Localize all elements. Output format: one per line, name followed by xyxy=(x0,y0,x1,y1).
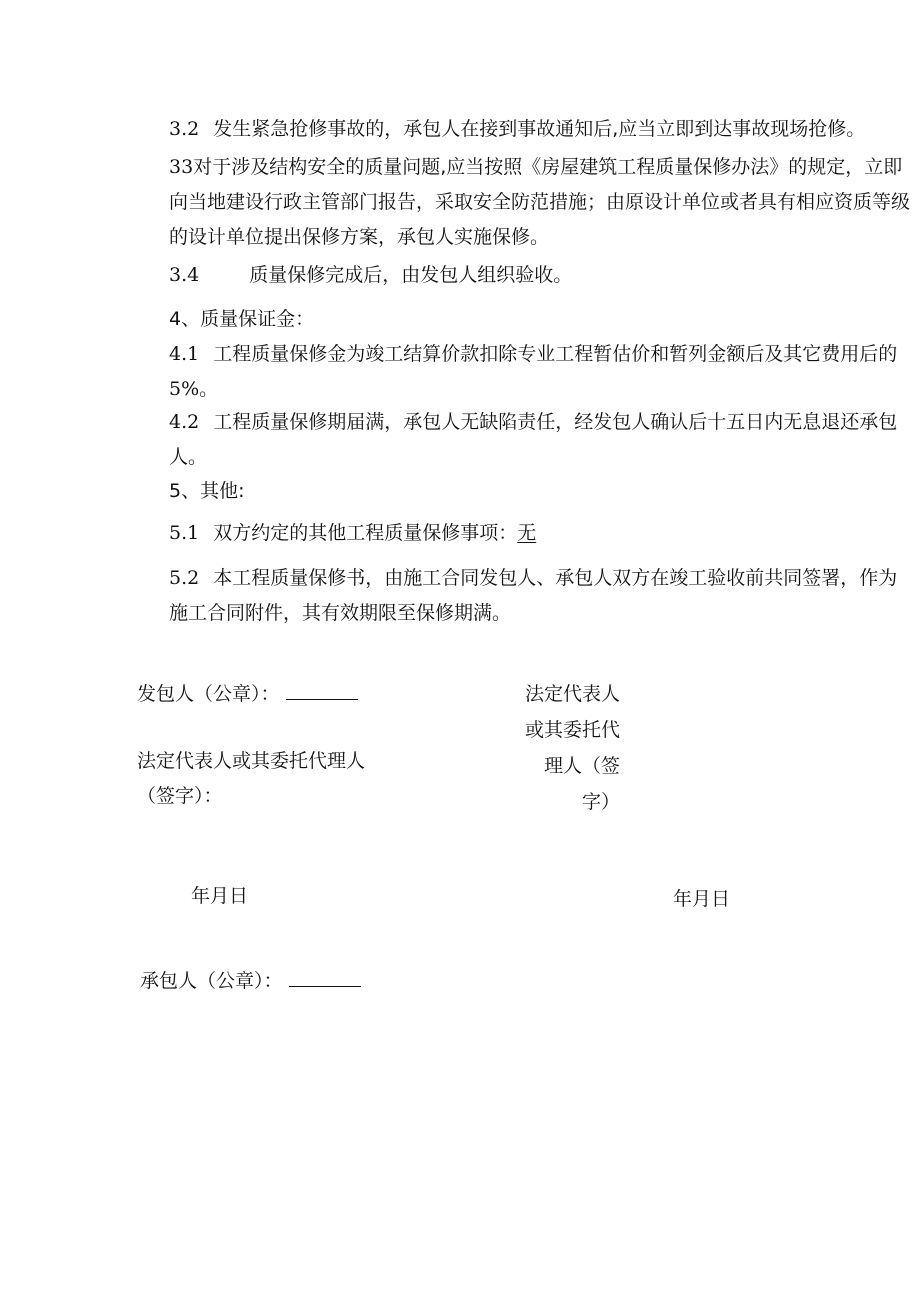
clause-4-2 xyxy=(137,405,914,475)
right-rep-line: 字） xyxy=(581,791,620,813)
clause-3-4 xyxy=(137,258,914,293)
right-rep-block xyxy=(500,676,620,820)
clause-end: 。 xyxy=(199,378,219,400)
clause-5-1 xyxy=(137,516,914,551)
clause-3-3 xyxy=(137,150,914,255)
clause-number: 4.2 xyxy=(169,411,200,433)
date-right: 年月日 xyxy=(673,888,731,910)
clause-text: 双方约定的其他工程质量保修事项： xyxy=(213,522,518,544)
section-4-heading xyxy=(137,302,914,337)
employer-rep-label: 法定代表人或其委托代理人 xyxy=(137,750,366,772)
contractor-seal-line xyxy=(140,964,361,999)
clause-number: 3.2 xyxy=(169,118,200,140)
employer-sign-label: （签字）： xyxy=(137,785,223,807)
clause-number: 5.1 xyxy=(169,522,200,544)
right-rep-line: 或其委托代 xyxy=(524,719,620,741)
employer-seal-blank[interactable] xyxy=(286,681,358,700)
clause-number: 3.4 xyxy=(169,264,200,286)
clause-text: 发生紧急抢修事故的，承包人在接到事故通知后,应当立即到达事故现场抢修。 xyxy=(213,118,866,140)
right-rep-line: 法定代表人 xyxy=(524,683,620,705)
clause-number: 5.2 xyxy=(169,567,200,589)
clause-text: 工程质量保修金为竣工结算价款扣除专业工程暂估价和暂列金额后及其它费用后的 xyxy=(213,343,898,365)
employer-seal-line xyxy=(137,677,358,712)
clause-text: 质量保修完成后，由发包人组织验收。 xyxy=(249,264,573,286)
section-5-heading xyxy=(137,474,914,509)
section-heading: 4、质量保证金： xyxy=(169,308,315,330)
clause-text: 工程质量保修期届满，承包人无缺陷责任，经发包人确认后十五日内无息退还承包人。 xyxy=(169,411,898,468)
clause-number: 33 xyxy=(169,156,194,178)
section-heading: 5、其他: xyxy=(169,480,245,502)
clause-text: 本工程质量保修书，由施工合同发包人、承包人双方在竣工验收前共同签署，作为施工合同附件，其有效期限至保修期满。 xyxy=(169,567,898,624)
right-rep-line: 理人（签 xyxy=(543,755,620,777)
clause-text: 对于涉及结构安全的质量问题,应当按照《房屋建筑工程质量保修办法》的规定，立即向当地建设行政主管部门报告，采取安全防范措施；由原设计单位或者具有相应资质等级的设计单位提出保修方案，承包人实施保修。 xyxy=(169,156,911,248)
clause-value: 无 xyxy=(517,522,537,544)
clause-5-2 xyxy=(137,561,914,631)
clause-percent: 5% xyxy=(169,378,200,400)
date-left: 年月日 xyxy=(191,885,249,907)
contractor-seal-label: 承包人（公章）： xyxy=(140,970,283,992)
contractor-seal-blank[interactable] xyxy=(289,968,361,987)
clause-number: 4.1 xyxy=(169,343,200,365)
clause-4-1 xyxy=(137,337,914,407)
employer-seal-label: 发包人（公章）： xyxy=(137,683,280,705)
clause-3-2 xyxy=(137,112,914,147)
